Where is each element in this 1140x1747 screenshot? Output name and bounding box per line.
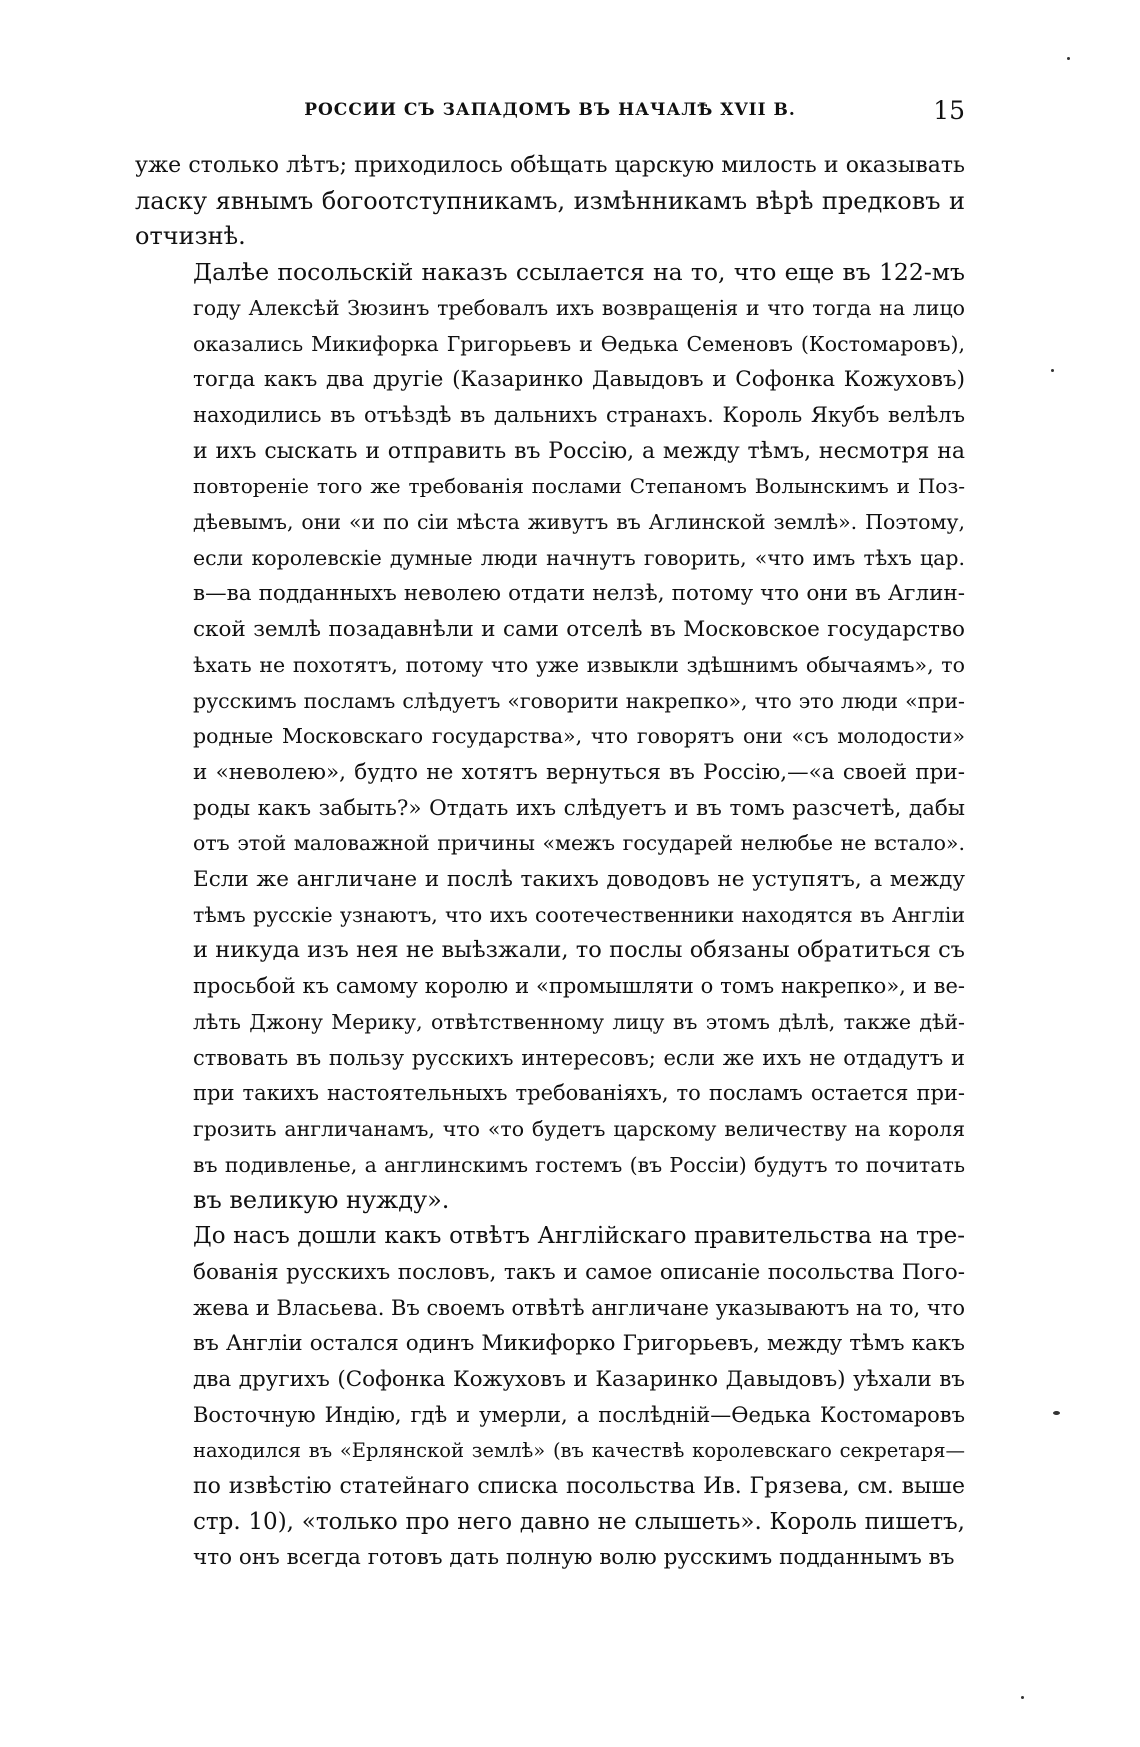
text-line: бованія русскихъ пословъ, такъ и самое описаніе посольства Пого- xyxy=(193,1259,965,1285)
text-line: роды какъ забыть?» Отдать ихъ слѣдуетъ и въ томъ разсчетѣ, дабы xyxy=(193,795,965,821)
text-line: въ Англіи остался одинъ Микифорко Григорьевъ, между тѣмъ какъ xyxy=(193,1331,965,1357)
body-text xyxy=(135,148,965,1576)
paragraph xyxy=(135,1219,965,1576)
text-line: два другихъ (Софонка Кожуховъ и Казаринко Давыдовъ) уѣхали въ xyxy=(193,1366,965,1392)
text-line: дѣевымъ, они «и по сіи мѣста живутъ въ Аглинской землѣ». Поэтому, xyxy=(193,510,965,535)
text-line: повтореніе того же требованія послами Степаномъ Волынскимъ и Поз- xyxy=(193,474,965,499)
scan-speck xyxy=(1053,1411,1060,1415)
text-line: въ великую нужду». xyxy=(193,1186,450,1215)
text-line: и никуда изъ нея не выѣзжали, то послы обязаны обратиться съ xyxy=(193,937,965,964)
text-line: тогда какъ два другіе (Казаринко Давыдовъ и Софонка Кожуховъ) xyxy=(193,367,965,393)
text-line: что онъ всегда готовъ дать полную волю русскимъ подданнымъ въ xyxy=(193,1545,955,1571)
text-line: ласку явнымъ богоотступникамъ, измѣнникамъ вѣрѣ предковъ и xyxy=(135,186,965,215)
text-line: въ подивленье, а англинскимъ гостемъ (въ Россіи) будутъ то почитать xyxy=(193,1152,965,1177)
text-line: стр. 10), «только про него давно не слышеть». Король пишетъ, xyxy=(193,1508,965,1535)
text-line: и «неволею», будто не хотятъ вернуться въ Россію,—«а своей при- xyxy=(193,759,965,785)
text-line: грозить англичанамъ, что «то будетъ царскому величеству на короля xyxy=(193,1116,965,1141)
text-line: До насъ дошли какъ отвѣтъ Англійскаго правительства на тре- xyxy=(193,1223,965,1250)
text-line: и ихъ сыскать и отправить въ Россію, а между тѣмъ, несмотря на xyxy=(193,438,965,464)
text-line: Если же англичане и послѣ такихъ доводовъ не уступятъ, а между xyxy=(193,867,965,893)
text-line: находились въ отъѣздѣ въ дальнихъ странахъ. Король Якубъ велѣлъ xyxy=(193,402,965,427)
text-line: в—ва подданныхъ неволею отдати нелзѣ, потому что они въ Аглин- xyxy=(193,581,965,607)
text-line: при такихъ настоятельныхъ требованіяхъ, то посламъ остается при- xyxy=(193,1081,965,1106)
paragraph xyxy=(135,255,965,1219)
text-line: уже столько лѣтъ; приходилось обѣщать царскую милость и оказывать xyxy=(135,153,965,178)
text-line: находился въ «Ерлянской землѣ» (въ качествѣ королевскаго секретаря— xyxy=(193,1439,965,1463)
page-number: 15 xyxy=(933,96,965,125)
text-line: родные Московскаго государства», что говорятъ они «съ молодости» xyxy=(193,724,965,749)
text-line: оказались Микифорка Григорьевъ и Өедька Семеновъ (Костомаровъ), xyxy=(193,331,965,356)
text-line: тѣмъ русскіе узнаютъ, что ихъ соотечественники находятся въ Англіи xyxy=(193,902,965,927)
text-line: если королевскіе думные люди начнутъ говорить, «что имъ тѣхъ цар. xyxy=(193,545,965,570)
text-line: по извѣстію статейнаго списка посольства Ив. Грязева, см. выше xyxy=(193,1474,965,1500)
text-line: ѣхать не похотятъ, потому что уже извыкли здѣшнимъ обычаямъ», то xyxy=(193,652,965,677)
text-line: отчизнѣ. xyxy=(135,222,246,251)
text-line: отъ этой маловажной причины «межъ государей нелюбье не встало». xyxy=(193,831,965,856)
scan-speck xyxy=(1051,369,1054,372)
text-line: русскимъ посламъ слѣдуетъ «говорити накрепко», что это люди «при- xyxy=(193,688,965,713)
text-line: году Алексѣй Зюзинъ требовалъ ихъ возвращенія и что тогда на лицо xyxy=(193,295,965,320)
text-line: Восточную Индію, гдѣ и умерли, а послѣдній—Өедька Костомаровъ xyxy=(193,1402,965,1427)
running-head xyxy=(135,96,965,130)
text-line: ствовать въ пользу русскихъ интересовъ; если же ихъ не отдадутъ и xyxy=(193,1045,965,1070)
running-title: РОССИИ СЪ ЗАПАДОМЪ ВЪ НАЧАЛѢ XVII В. xyxy=(304,100,796,120)
scan-speck xyxy=(1021,1696,1024,1699)
paragraph xyxy=(135,148,965,255)
text-line: ской землѣ позадавнѣли и сами отселѣ въ Московское государство xyxy=(193,617,965,643)
text-line: лѣть Джону Мерику, отвѣтственному лицу въ этомъ дѣлѣ, также дѣй- xyxy=(193,1009,965,1034)
text-line: просьбой къ самому королю и «промышляти о томъ накрепко», и ве- xyxy=(193,974,965,999)
text-line: Далѣе посольскій наказъ ссылается на то, что еще въ 122-мъ xyxy=(193,258,965,287)
scan-speck xyxy=(1067,57,1070,60)
text-line: жева и Власьева. Въ своемъ отвѣтѣ англичане указываютъ на то, что xyxy=(193,1295,965,1320)
